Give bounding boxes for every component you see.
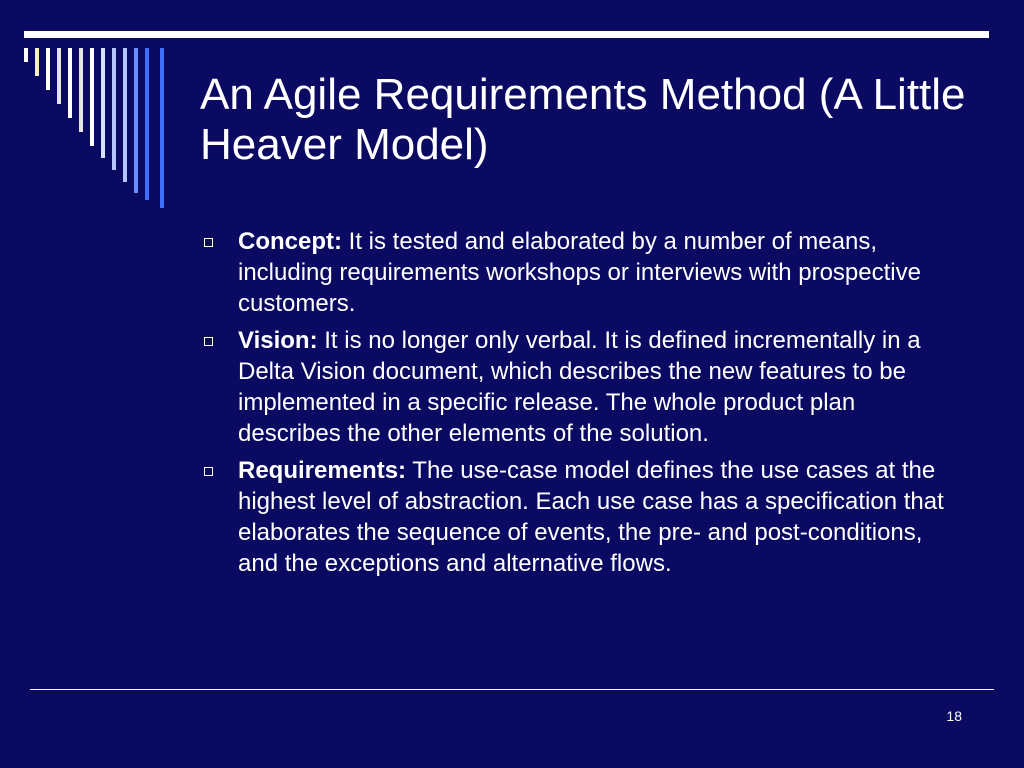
stripe	[46, 48, 50, 90]
bullet-item	[200, 325, 960, 449]
bullet-item	[200, 226, 960, 319]
stripe	[112, 48, 116, 170]
bullet-term: Requirements:	[238, 457, 407, 484]
stripe	[57, 48, 61, 104]
bullet-text: It is tested and elaborated by a number of means, including requirements workshops or interviews with prospective customers.	[238, 228, 921, 317]
square-bullet-icon	[204, 238, 213, 247]
slide-title: An Agile Requirements Method (A Little Heaver Model)	[200, 70, 966, 169]
stripe	[145, 48, 149, 200]
stripe	[160, 48, 164, 208]
stripe	[68, 48, 72, 118]
bullet-term: Concept:	[238, 228, 342, 255]
bullet-text: It is no longer only verbal. It is defined incrementally in a Delta Vision document, which describes the new features to be implemented in a specific release. The whole product plan describes the other elements of the solution.	[238, 327, 921, 447]
bullet-term: Vision:	[238, 327, 318, 354]
top-rule	[24, 31, 989, 38]
stripe	[123, 48, 127, 182]
bottom-rule	[30, 689, 994, 690]
square-bullet-icon	[204, 337, 213, 346]
decorative-stripes	[24, 48, 174, 208]
stripe	[24, 48, 28, 62]
page-number: 18	[946, 708, 962, 724]
stripe	[134, 48, 138, 193]
bullet-item	[200, 455, 960, 579]
stripe	[90, 48, 94, 146]
stripe	[101, 48, 105, 158]
stripe	[35, 48, 39, 76]
square-bullet-icon	[204, 467, 213, 476]
bullet-list	[200, 226, 960, 585]
bullet-text: The use-case model defines the use cases at the highest level of abstraction. Each use case has a specification that elaborates the sequence of events, the pre- and post-conditions, and the exceptions and alternative flows.	[238, 457, 944, 577]
stripe	[79, 48, 83, 132]
